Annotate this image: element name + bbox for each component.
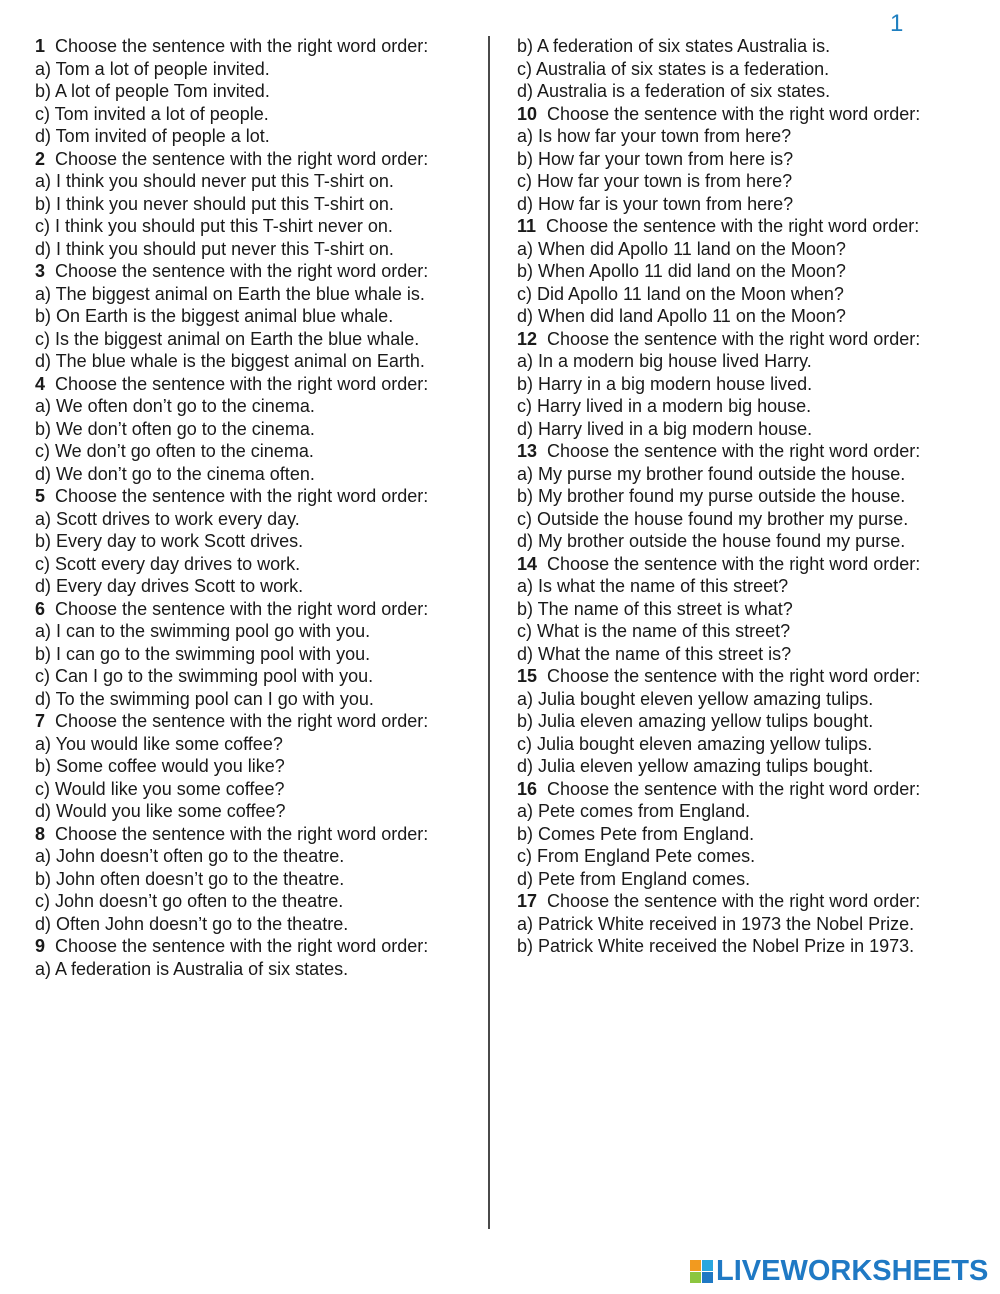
answer-option[interactable]: c) How far your town is from here? — [517, 171, 793, 191]
question-number: 1 — [35, 36, 46, 56]
question-prompt: Choose the sentence with the right word order: — [55, 36, 429, 56]
answer-option[interactable]: c) Can I go to the swimming pool with you. — [35, 666, 374, 686]
question-heading — [517, 890, 967, 913]
answer-option[interactable]: d) Australia is a federation of six states. — [517, 81, 831, 101]
answer-option[interactable]: c) Harry lived in a modern big house. — [517, 396, 812, 416]
question-block — [517, 328, 967, 441]
answer-option[interactable]: a) The biggest animal on Earth the blue whale is. — [35, 283, 425, 304]
question-block — [517, 35, 967, 103]
question-number: 12 — [517, 328, 538, 349]
answer-option[interactable]: a) I think you should never put this T-shirt on. — [35, 171, 394, 191]
liveworksheets-logo — [690, 1255, 988, 1287]
question-block — [517, 440, 967, 553]
answer-option[interactable]: a) Is how far your town from here? — [517, 126, 792, 146]
question-heading — [35, 485, 475, 508]
answer-option[interactable]: d) When did land Apollo 11 on the Moon? — [517, 306, 846, 326]
answer-option[interactable]: c) From England Pete comes. — [517, 846, 756, 866]
answer-option[interactable]: d) Would you like some coffee? — [35, 801, 286, 821]
answer-option[interactable]: b) A lot of people Tom invited. — [35, 81, 270, 101]
question-number: 17 — [517, 891, 538, 911]
answer-option[interactable]: c) Is the biggest animal on Earth the blue whale. — [35, 328, 420, 349]
answer-option[interactable]: a) Is what the name of this street? — [517, 576, 789, 596]
question-prompt: Choose the sentence with the right word order: — [547, 103, 921, 124]
question-prompt: Choose the sentence with the right word order: — [547, 328, 921, 349]
answer-option[interactable]: c) I think you should put this T-shirt never on. — [35, 216, 393, 236]
question-prompt: Choose the sentence with the right word order: — [55, 598, 429, 619]
question-number: 14 — [517, 553, 538, 574]
question-block — [35, 598, 475, 711]
answer-option[interactable]: b) I think you never should put this T-shirt on. — [35, 193, 394, 214]
logo-square — [690, 1272, 701, 1283]
question-number: 10 — [517, 103, 538, 124]
question-heading — [517, 553, 967, 576]
question-number: 7 — [35, 711, 46, 731]
question-heading — [517, 103, 967, 126]
question-number: 15 — [517, 666, 538, 686]
answer-option[interactable]: d) The blue whale is the biggest animal on Earth. — [35, 351, 425, 371]
question-prompt: Choose the sentence with the right word order: — [547, 778, 921, 799]
answer-option[interactable]: c) Scott every day drives to work. — [35, 553, 301, 574]
logo-square — [702, 1272, 713, 1283]
question-prompt: Choose the sentence with the right word order: — [547, 441, 921, 461]
answer-option[interactable]: d) Every day drives Scott to work. — [35, 576, 304, 596]
logo-mark-icon — [690, 1260, 713, 1283]
answer-option[interactable]: a) I can to the swimming pool go with you. — [35, 621, 371, 641]
answer-option[interactable]: b) Patrick White received the Nobel Prize in 1973. — [517, 936, 915, 956]
answer-option[interactable]: a) My purse my brother found outside the house. — [517, 463, 906, 484]
question-block — [35, 710, 475, 823]
answer-option[interactable]: a) Patrick White received in 1973 the Nobel Prize. — [517, 913, 915, 934]
answer-option[interactable]: b) A federation of six states Australia is. — [517, 36, 831, 56]
logo-square — [702, 1260, 713, 1271]
answer-option[interactable]: a) Pete comes from England. — [517, 801, 751, 821]
question-number: 8 — [35, 823, 46, 844]
question-number: 11 — [517, 216, 537, 236]
logo-text: LIVEWORKSHEETS — [716, 1254, 989, 1287]
answer-option[interactable]: a) Tom a lot of people invited. — [35, 58, 270, 79]
question-prompt: Choose the sentence with the right word order: — [55, 936, 429, 956]
answer-option[interactable]: a) We often don’t go to the cinema. — [35, 396, 315, 416]
left-column — [35, 35, 475, 980]
answer-option[interactable]: a) When did Apollo 11 land on the Moon? — [517, 238, 846, 259]
question-prompt: Choose the sentence with the right word order: — [55, 711, 429, 731]
answer-option[interactable]: d) My brother outside the house found my purse. — [517, 531, 906, 551]
question-block — [35, 935, 475, 980]
answer-option[interactable]: b) Some coffee would you like? — [35, 756, 285, 776]
question-heading — [517, 665, 967, 688]
answer-option[interactable]: b) Every day to work Scott drives. — [35, 531, 304, 551]
question-heading — [517, 778, 967, 801]
question-heading — [35, 710, 475, 733]
question-number: 4 — [35, 373, 46, 394]
answer-option[interactable]: c) Did Apollo 11 land on the Moon when? — [517, 283, 844, 304]
question-heading — [35, 598, 475, 621]
answer-option[interactable]: b) Harry in a big modern house lived. — [517, 373, 813, 394]
question-prompt: Choose the sentence with the right word order: — [55, 486, 429, 506]
answer-option[interactable]: d) Harry lived in a big modern house. — [517, 418, 813, 439]
question-heading — [517, 440, 967, 463]
answer-option[interactable]: b) On Earth is the biggest animal blue whale. — [35, 306, 394, 326]
question-block — [35, 260, 475, 373]
answer-option[interactable]: b) We don’t often go to the cinema. — [35, 418, 315, 439]
question-heading — [35, 35, 475, 58]
question-block — [35, 823, 475, 936]
question-prompt: Choose the sentence with the right word order: — [55, 823, 429, 844]
answer-option[interactable]: d) Julia eleven yellow amazing tulips bought. — [517, 756, 874, 776]
answer-option[interactable]: b) My brother found my purse outside the house. — [517, 486, 906, 506]
question-block — [517, 553, 967, 666]
answer-option[interactable]: c) Outside the house found my brother my purse. — [517, 508, 909, 529]
answer-option[interactable]: a) A federation is Australia of six states. — [35, 958, 349, 979]
answer-option[interactable]: b) When Apollo 11 did land on the Moon? — [517, 261, 846, 281]
answer-option[interactable]: b) How far your town from here is? — [517, 148, 794, 169]
question-heading — [35, 373, 475, 396]
question-number: 13 — [517, 441, 538, 461]
question-number: 5 — [35, 486, 46, 506]
answer-option[interactable]: a) In a modern big house lived Harry. — [517, 351, 812, 371]
question-heading — [517, 215, 967, 238]
answer-option[interactable]: c) We don’t go often to the cinema. — [35, 441, 314, 461]
answer-option[interactable]: c) Would like you some coffee? — [35, 778, 285, 799]
question-prompt: Choose the sentence with the right word order: — [546, 216, 920, 236]
answer-option[interactable]: c) Julia bought eleven amazing yellow tulips. — [517, 733, 873, 754]
answer-option[interactable]: a) Julia bought eleven yellow amazing tulips. — [517, 688, 874, 709]
page-number: 1 — [890, 10, 904, 37]
question-block — [517, 890, 967, 958]
question-heading — [35, 148, 475, 171]
answer-option[interactable]: b) John often doesn’t go to the theatre. — [35, 868, 345, 889]
answer-option[interactable]: b) Comes Pete from England. — [517, 823, 755, 844]
question-prompt: Choose the sentence with the right word order: — [55, 373, 429, 394]
question-heading — [35, 823, 475, 846]
question-prompt: Choose the sentence with the right word order: — [547, 553, 921, 574]
question-block — [35, 373, 475, 486]
answer-option[interactable]: b) The name of this street is what? — [517, 598, 793, 619]
question-number: 16 — [517, 778, 538, 799]
question-number: 9 — [35, 936, 46, 956]
question-block — [517, 778, 967, 891]
question-number: 6 — [35, 598, 46, 619]
right-column — [517, 35, 967, 958]
question-prompt: Choose the sentence with the right word order: — [55, 148, 429, 169]
question-prompt: Choose the sentence with the right word order: — [547, 666, 921, 686]
question-number: 3 — [35, 261, 46, 281]
answer-option[interactable]: d) To the swimming pool can I go with you. — [35, 688, 374, 709]
answer-option[interactable]: c) Australia of six states is a federation. — [517, 58, 830, 79]
answer-option[interactable]: a) You would like some coffee? — [35, 733, 283, 754]
question-prompt: Choose the sentence with the right word order: — [55, 261, 429, 281]
answer-option[interactable]: a) John doesn’t often go to the theatre. — [35, 846, 345, 866]
logo-square — [690, 1260, 701, 1271]
answer-option[interactable]: d) Pete from England comes. — [517, 868, 751, 889]
question-block — [35, 148, 475, 261]
answer-option[interactable]: d) Often John doesn’t go to the theatre. — [35, 913, 349, 934]
answer-option[interactable]: d) Tom invited of people a lot. — [35, 126, 270, 146]
question-block — [35, 485, 475, 598]
column-divider — [488, 36, 490, 1229]
question-block — [517, 215, 967, 328]
answer-option[interactable]: a) Scott drives to work every day. — [35, 508, 300, 529]
answer-option[interactable]: d) What the name of this street is? — [517, 643, 792, 664]
question-block — [517, 103, 967, 216]
question-number: 2 — [35, 148, 46, 169]
answer-option[interactable]: c) What is the name of this street? — [517, 621, 791, 641]
answer-option[interactable]: d) How far is your town from here? — [517, 193, 794, 214]
question-heading — [35, 935, 475, 958]
question-block — [35, 35, 475, 148]
question-heading — [35, 260, 475, 283]
answer-option[interactable]: b) I can go to the swimming pool with you. — [35, 643, 371, 664]
answer-option[interactable]: c) John doesn’t go often to the theatre. — [35, 891, 344, 911]
answer-option[interactable]: b) Julia eleven amazing yellow tulips bought. — [517, 711, 874, 731]
question-heading — [517, 328, 967, 351]
answer-option[interactable]: d) We don’t go to the cinema often. — [35, 463, 315, 484]
answer-option[interactable]: c) Tom invited a lot of people. — [35, 103, 269, 124]
question-prompt: Choose the sentence with the right word order: — [547, 891, 921, 911]
question-block — [517, 665, 967, 778]
answer-option[interactable]: d) I think you should put never this T-shirt on. — [35, 238, 394, 259]
